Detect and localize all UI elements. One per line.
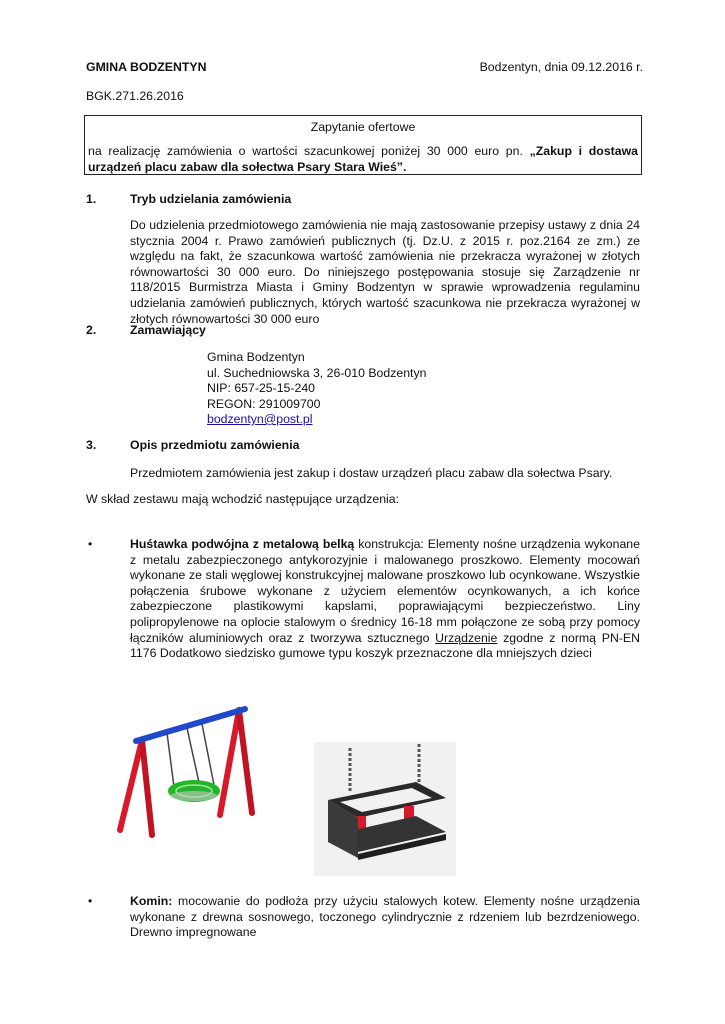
organization-name: GMINA BODZENTYN <box>86 60 207 74</box>
section-1-title: Tryb udzielania zamówienia <box>130 192 292 206</box>
notice-intro-prefix: na realizację zamówienia o wartości szacunkowej poniżej 30 000 euro pn. <box>88 144 523 158</box>
swing-image <box>112 695 272 845</box>
bullet-icon: • <box>88 537 93 551</box>
item-swing-underlined: Urządzenie <box>435 630 498 645</box>
section-3-body: Przedmiotem zamówienia jest zakup i dostaw urządzeń placu zabaw dla sołectwa Psary. <box>130 466 613 480</box>
swing-seat-shadow <box>170 791 218 801</box>
notice-intro <box>88 144 638 175</box>
bullet-icon: • <box>88 894 93 908</box>
item-chimney-name: Komin: <box>130 894 173 908</box>
item-swing-description <box>130 537 640 662</box>
notice-title: Zapytanie ofertowe <box>310 120 416 134</box>
item-chimney-text: mocowanie do podłoża przy użyciu stalowych kotew. Elementy nośne urządzenia wykonane z drewna sosnowego, toczonego cylindrycznie z rdzeniem lub bezrdzeniowego. Drewno impregnowane <box>130 894 640 940</box>
swing-left-leg-b <box>142 740 152 835</box>
section-2-number: 2. <box>86 323 97 337</box>
section-1-body: Do udzielenia przedmiotowego zamówienia nie mają zastosowanie przepisy ustawy z dnia 24 stycznia 2004 r. Prawo zamówień publicznych (tj. Dz.U. z 2015 r. poz.2164 ze zm.) ze względu na fakt, że szacunkowa wartość zamówienia nie przekracza wyrażonej w złotych równowartości 30 000 euro. Do niniejszego postępowania stosuje się Zarządzenie nr 118/2015 Burmistrza Miasta i Gminy Bodzentyn w sprawie wprowadzenia regulaminu udzielania zamówień publicznych, których wartość szacunkowa nie przekracza wyrażonej w złotych równowartości 30 000 euro <box>130 218 640 326</box>
notice-box <box>84 115 642 175</box>
set-intro: W skład zestawu mają wchodzić następujące urządzenia: <box>86 492 400 506</box>
swing-rope <box>202 724 214 785</box>
cradle-seat-image-frame <box>314 742 456 876</box>
swing-rope <box>167 733 174 787</box>
buyer-name: Gmina Bodzentyn <box>207 350 305 364</box>
buyer-regon: REGON: 291009700 <box>207 396 321 411</box>
buyer-address <box>207 350 426 428</box>
swing-beam <box>136 709 245 741</box>
swing-right-leg-b <box>239 710 252 813</box>
notice-subject: „Zakup i dostawa urządzeń placu zabaw dla sołectwa Psary Stara Wieś”. <box>88 144 638 174</box>
item-chimney-description <box>130 894 640 941</box>
section-3-title: Opis przedmiotu zamówienia <box>130 438 300 452</box>
swing-left-leg-a <box>120 740 142 830</box>
reference-number: BGK.271.26.2016 <box>86 89 184 103</box>
item-swing-text-b: zgodne z normą PN-EN 1176 Dodatkowo siedzisko gumowe typu koszyk przeznaczone dla mniejszych dzieci <box>130 630 641 661</box>
section-2-title: Zamawiający <box>130 323 206 337</box>
swing-rope <box>187 728 200 787</box>
buyer-email-link[interactable]: bodzentyn@post.pl <box>207 412 313 426</box>
buyer-nip: NIP: 657-25-15-240 <box>207 381 316 395</box>
section-3-number: 3. <box>86 438 97 452</box>
swing-right-leg-a <box>220 710 239 815</box>
item-swing-name: Huśtawka podwójna z metalową belką <box>130 537 355 551</box>
item-swing-text-a: konstrukcja: Elementy nośne urządzenia wykonane z metalu zabezpieczonego antykorozyjnie i malowanego proszkowo. Elementy mocowań wykonane ze stali węglowej konstrukcyjnej malowane proszkowo lub ocynkowane. Wszystkie połączenia śrubowe wykonane z użyciem elementów ocynkowanych, a ich końce zabezpieczone plastikowymi kapslami, poprawiającymi bezpieczeństwo. Liny polipropylenowe na oplocie stalowym o średnicy 16-18 mm połączone ze sobą przy pomocy łączników aluminiowych oraz z tworzywa sztucznego <box>130 537 640 645</box>
buyer-street: ul. Suchedniowska 3, 26-010 Bodzentyn <box>207 365 427 380</box>
section-1-number: 1. <box>86 192 97 206</box>
place-and-date: Bodzentyn, dnia 09.12.2016 r. <box>479 60 643 74</box>
cradle-seat-image <box>314 742 456 876</box>
